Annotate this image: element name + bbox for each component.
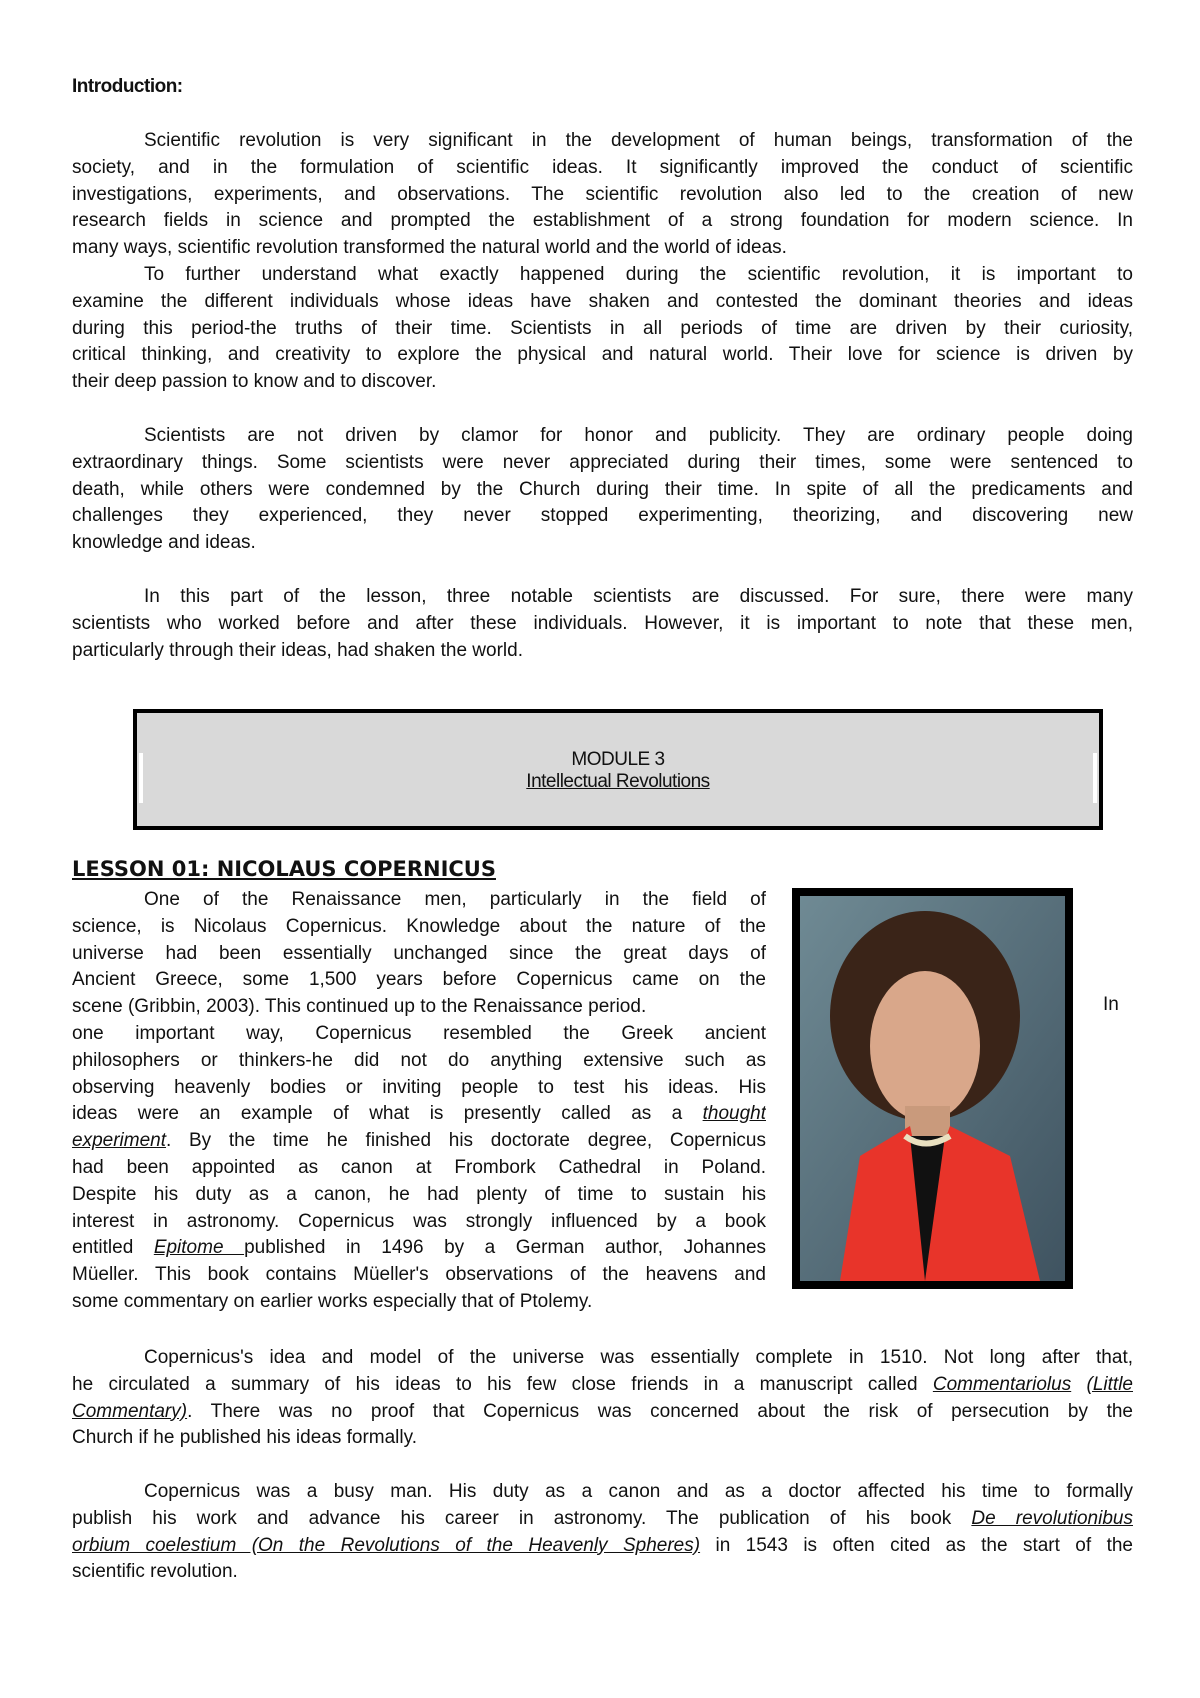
commentariolus-paragraph [72,1345,1133,1452]
text-segment: Copernicus's idea and model of the universe was essentially complete in 1510. Not long after that, [144,1347,1133,1368]
text-segment: . There was no proof that Copernicus was concerned about the risk of persecution by the [187,1400,1133,1422]
text-segment: scientific revolution. [72,1561,238,1583]
text-line [72,1128,766,1155]
text-segment: Ancient Greece, some 1,500 years before Copernicus came on the [72,969,766,991]
text-line: To further understand what exactly happened during the scientific revolution, it is important to [144,263,1133,285]
text-segment: science, is Nicolaus Copernicus. Knowledge about the nature of the [72,915,766,937]
text-line [72,1155,766,1182]
introduction-heading: Introduction: [72,76,183,97]
lesson-overflow-word: In [1103,994,1119,1015]
banner-divider-left [139,753,143,803]
intro-paragraph-2 [72,423,1133,557]
text-segment: interest in astronomy. Copernicus was strongly influenced by a book [72,1210,766,1232]
text-line: challenges they experienced, they never stopped experimenting, theorizing, and discovering new [72,505,1133,527]
text-line [72,1048,766,1075]
text-segment: Copernicus was a busy man. His duty as a canon and as a doctor affected his time to formally [144,1481,1133,1502]
text-line [72,1289,766,1316]
text-segment: published in 1496 by a German author, Johannes [244,1237,766,1259]
text-segment: scene (Gribbin, 2003). This continued up to the Renaissance period. [72,996,647,1018]
text-segment: One of the Renaissance men, particularly in the field of [144,889,766,910]
book-title: thought [702,1103,766,1125]
text-segment: philosophers or thinkers-he did not do anything extensive such as [72,1049,766,1071]
book-title: Epitome [153,1237,245,1259]
text-line: examine the different individuals whose ideas have shaken and contested the dominant theories and ideas [72,290,1133,312]
lesson-title: LESSON 01: NICOLAUS COPERNICUS [72,857,496,881]
text-line: particularly through their ideas, had shaken the world. [72,639,523,661]
text-line: Scientific revolution is very significant in the development of human beings, transformation of the [144,130,1133,151]
revolutionibus-paragraph [72,1479,1133,1586]
text-line [72,1075,766,1102]
text-line [72,1372,1133,1399]
text-line [72,967,766,994]
text-line: critical thinking, and creativity to explore the physical and natural world. Their love for science is driven by [72,344,1133,366]
text-line [72,1345,1133,1372]
intro-paragraph-1 [72,128,1133,396]
text-segment: universe had been essentially unchanged since the great days of [72,942,766,964]
text-line [72,1506,1133,1533]
module-number: MODULE 3 [571,749,665,770]
text-line [72,1533,1133,1560]
banner-divider-right [1093,753,1097,803]
text-line [72,1399,1133,1426]
text-line: many ways, scientific revolution transformed the natural world and the world of ideas. [72,237,787,259]
text-line [72,1182,766,1209]
text-line [72,1425,1133,1452]
book-title: De revolutionibus [971,1507,1133,1529]
text-line: knowledge and ideas. [72,532,256,554]
text-segment: some commentary on earlier works especially that of Ptolemy. [72,1290,593,1312]
text-segment: entitled [72,1237,154,1259]
text-line [72,1101,766,1128]
text-segment: publish his work and advance his career in astronomy. The publication of his book [72,1507,972,1529]
text-line: research fields in science and prompted the establishment of a strong foundation for modern science. In [72,210,1133,232]
text-line: death, while others were condemned by the Church during their time. In spite of all the predicaments and [72,478,1133,500]
text-line [72,1262,766,1289]
text-line: their deep passion to know and to discover. [72,371,437,393]
text-segment: observing heavenly bodies or inviting people to test his ideas. His [72,1076,766,1098]
text-line [72,1479,1133,1506]
text-segment: one important way, Copernicus resembled the Greek ancient [72,1022,766,1044]
text-line [72,1021,766,1048]
lesson-paragraph [72,887,766,1316]
book-title: (Little [1086,1373,1133,1395]
text-segment: in 1543 is often cited as the start of the [700,1534,1133,1556]
book-title: Commentariolus [932,1373,1072,1395]
book-title: experiment [72,1130,166,1152]
book-title: Commentary) [72,1400,188,1422]
text-segment: he circulated a summary of his ideas to his few close friends in a manuscript called [72,1373,933,1395]
book-title: orbium coelestium (On the Revolutions of the Heavenly Spheres) [72,1534,701,1556]
module-title: Intellectual Revolutions [526,771,710,792]
text-line [72,1235,766,1262]
text-line: In this part of the lesson, three notable scientists are discussed. For sure, there were many [144,586,1133,607]
text-line: society, and in the formulation of scientific ideas. It significantly improved the conduct of scientific [72,156,1133,178]
text-segment: had been appointed as canon at Frombork Cathedral in Poland. [72,1156,766,1178]
text-line: during this period-the truths of their time. Scientists in all periods of time are driven by their curiosity, [72,317,1133,339]
text-segment: Church if he published his ideas formally. [72,1427,417,1449]
text-line [72,1209,766,1236]
text-line: Scientists are not driven by clamor for honor and publicity. They are ordinary people doing [144,425,1133,446]
portrait-image [800,896,1065,1281]
text-line: scientists who worked before and after these individuals. However, it is important to note that these men, [72,612,1133,634]
text-segment [1071,1374,1086,1395]
text-line [72,1559,1133,1586]
copernicus-portrait [792,888,1073,1289]
text-line: extraordinary things. Some scientists were never appreciated during their times, some were sentenced to [72,451,1133,473]
text-segment: ideas were an example of what is presently called as a [72,1103,703,1125]
text-line: investigations, experiments, and observations. The scientific revolution also led to the creation of new [72,183,1133,205]
text-line [72,994,766,1021]
text-segment: Müeller. This book contains Müeller's observations of the heavens and [72,1264,766,1286]
text-line [72,914,766,941]
intro-paragraph-3 [72,584,1133,664]
text-line [72,887,766,914]
text-line [72,941,766,968]
text-segment: Despite his duty as a canon, he had plenty of time to sustain his [72,1183,766,1205]
module-banner [133,709,1103,830]
text-segment: . By the time he finished his doctorate degree, Copernicus [166,1130,766,1152]
